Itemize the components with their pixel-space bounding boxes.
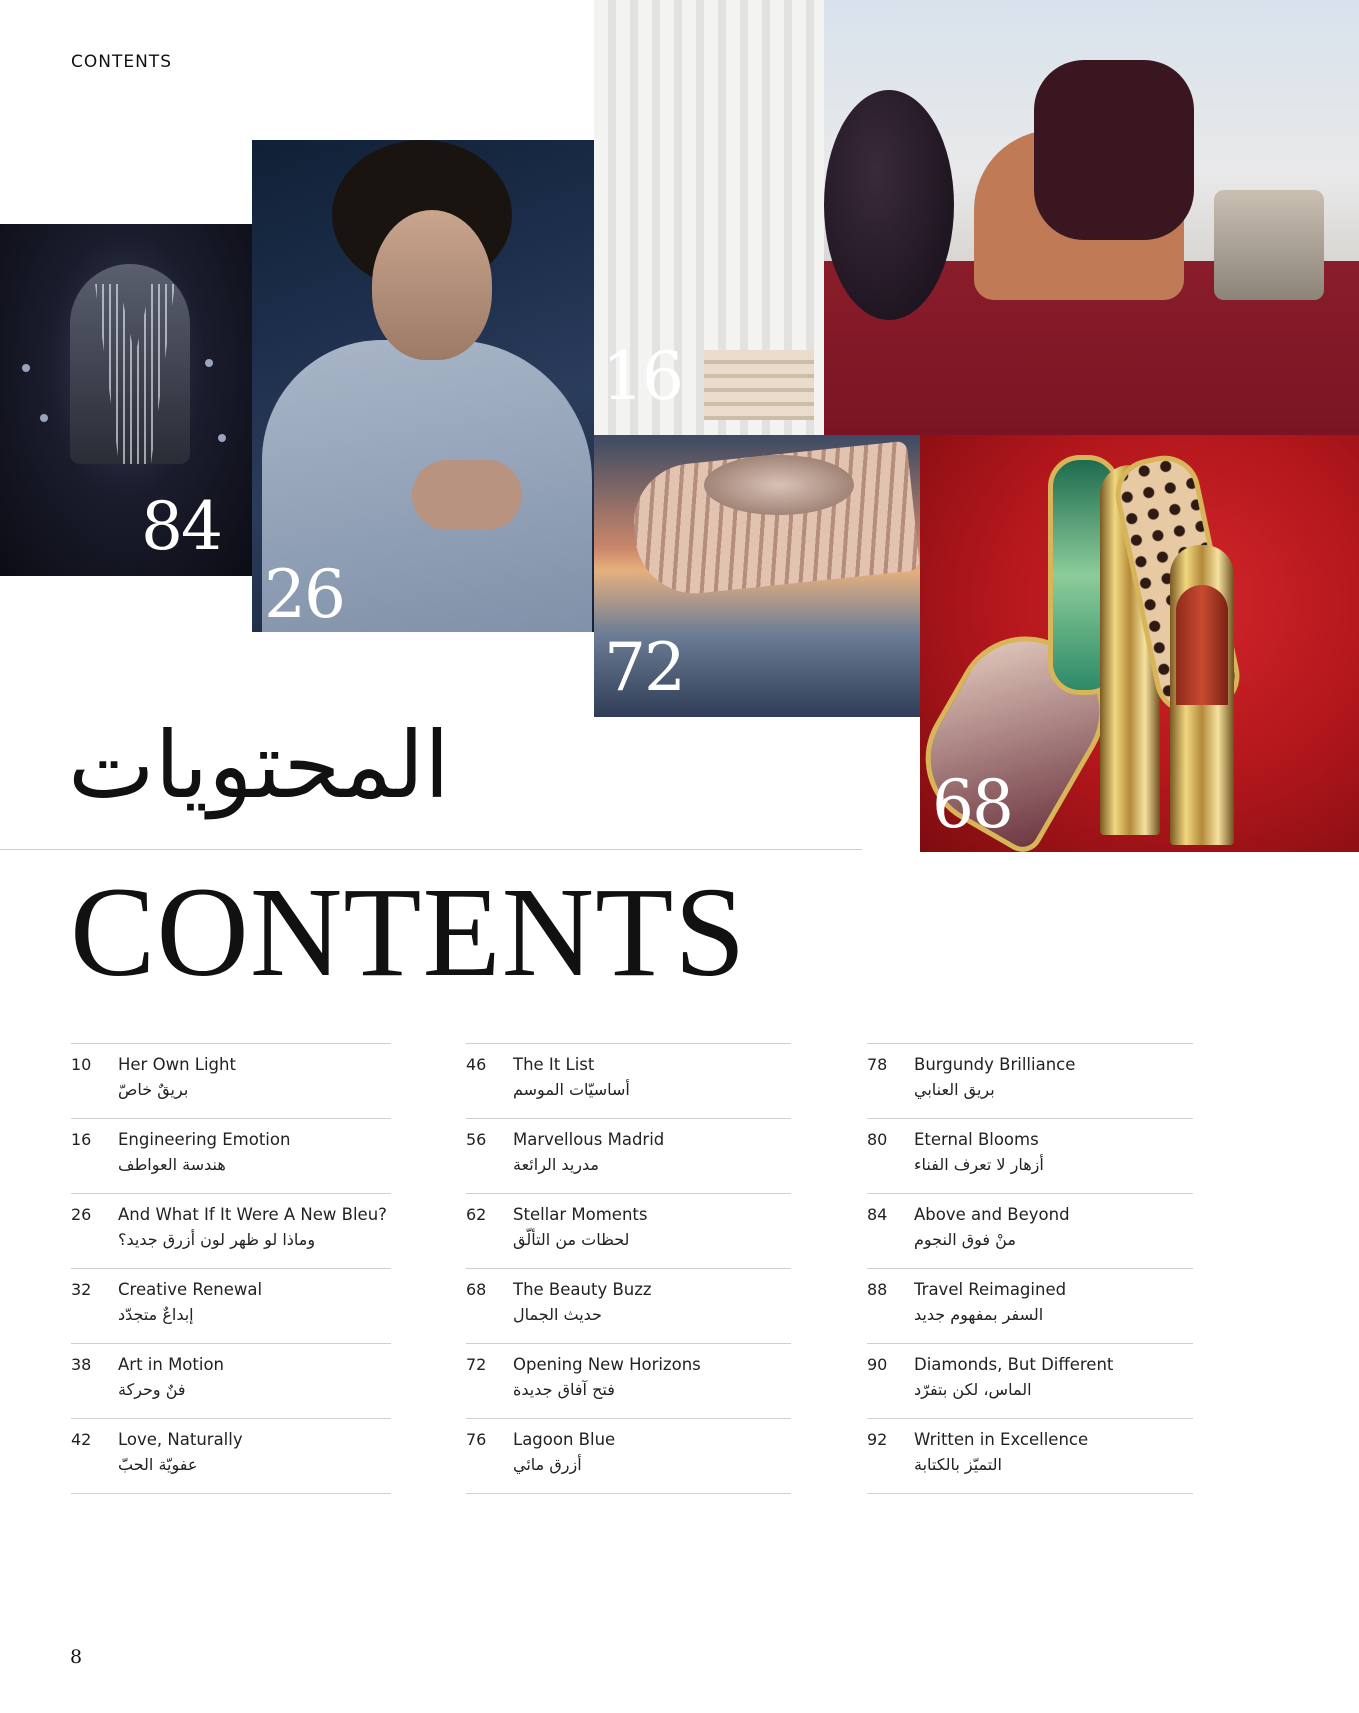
toc-entry[interactable] [867, 1193, 1193, 1268]
toc-entry[interactable] [867, 1343, 1193, 1418]
toc-title-en: Engineering Emotion [118, 1130, 291, 1149]
toc-entry[interactable] [71, 1418, 391, 1494]
toc-title-ar: وماذا لو ظهر لون أزرق جديد؟ [118, 1230, 316, 1249]
toc-entry[interactable] [466, 1268, 791, 1343]
bokeh-light [205, 359, 213, 367]
toc-page-number: 84 [867, 1205, 888, 1224]
toc-page-number: 56 [466, 1130, 487, 1149]
toc-entry[interactable] [466, 1193, 791, 1268]
bokeh-light [22, 364, 30, 372]
toc-title-en: The Beauty Buzz [513, 1280, 652, 1299]
toc-column-1 [71, 1043, 391, 1494]
toc-page-number: 38 [71, 1355, 92, 1374]
toc-title-ar: لحظات من التألّق [513, 1230, 630, 1249]
toc-entry[interactable] [71, 1193, 391, 1268]
toc-title-en: Art in Motion [118, 1355, 225, 1374]
hand-shape [412, 460, 522, 530]
toc-page-number: 76 [466, 1430, 487, 1449]
toc-title-en: Love, Naturally [118, 1430, 243, 1449]
toc-entry[interactable] [867, 1118, 1193, 1193]
toc-title-en: Stellar Moments [513, 1205, 648, 1224]
toc-title-ar: أساسيّات الموسم [513, 1080, 630, 1099]
toc-page-number: 72 [466, 1355, 487, 1374]
toc-page-number: 16 [71, 1130, 92, 1149]
toc-entry[interactable] [466, 1343, 791, 1418]
toc-entry[interactable] [867, 1418, 1193, 1494]
toc-page-number: 88 [867, 1280, 888, 1299]
toc-page-number: 92 [867, 1430, 888, 1449]
photo-page-number: 72 [604, 629, 684, 706]
toc-page-number: 46 [466, 1055, 487, 1074]
toc-title-ar: السفر بمفهوم جديد [914, 1305, 1044, 1324]
toc-page-number: 10 [71, 1055, 92, 1074]
toc-title-ar: مدريد الرائعة [513, 1155, 599, 1174]
face-shape [372, 210, 492, 360]
side-table-shape [1214, 190, 1324, 300]
toc-title-ar: هندسة العواطف [118, 1155, 226, 1174]
bokeh-light [40, 414, 48, 422]
toc-entry[interactable] [71, 1118, 391, 1193]
toc-page-number: 26 [71, 1205, 92, 1224]
toc-title-ar: أزهار لا تعرف الفناء [914, 1155, 1044, 1174]
toc-title-en: Eternal Blooms [914, 1130, 1039, 1149]
lipstick-bullet [1176, 585, 1228, 705]
toc-title-ar: فنٌ وحركة [118, 1380, 186, 1399]
toc-entry[interactable] [466, 1118, 791, 1193]
toc-title-ar: الماس، لكن بتفرّد [914, 1380, 1032, 1399]
photo-interior[interactable] [594, 0, 1359, 435]
toc-title-en: Opening New Horizons [513, 1355, 701, 1374]
books-shape [704, 350, 814, 420]
toc-page-number: 62 [466, 1205, 487, 1224]
toc-entry[interactable] [71, 1268, 391, 1343]
woman-shape [1034, 60, 1194, 240]
toc-entry[interactable] [71, 1043, 391, 1118]
photo-necklace[interactable] [0, 224, 252, 576]
toc-title-en: Above and Beyond [914, 1205, 1070, 1224]
photo-page-number: 68 [932, 766, 1012, 843]
toc-title-en: Burgundy Brilliance [914, 1055, 1076, 1074]
arabic-title: المحتويات [68, 712, 450, 819]
toc-column-2 [466, 1043, 791, 1494]
toc-title-ar: حديث الجمال [513, 1305, 602, 1324]
toc-page-number: 90 [867, 1355, 888, 1374]
toc-title-en: Marvellous Madrid [513, 1130, 665, 1149]
toc-page-number: 78 [867, 1055, 888, 1074]
photo-man[interactable] [252, 140, 594, 632]
toc-page-number: 68 [466, 1280, 487, 1299]
toc-title-en: Written in Excellence [914, 1430, 1089, 1449]
toc-title-en: Diamonds, But Different [914, 1355, 1114, 1374]
toc-entry[interactable] [466, 1043, 791, 1118]
toc-page-number: 42 [71, 1430, 92, 1449]
photo-watch[interactable] [594, 435, 920, 717]
toc-title-ar: أزرق مائي [513, 1455, 582, 1474]
title-divider [0, 849, 862, 850]
toc-page-number: 80 [867, 1130, 888, 1149]
bokeh-light [218, 434, 226, 442]
toc-title-en: And What If It Were A New Bleu? [118, 1205, 387, 1224]
toc-title-en: Creative Renewal [118, 1280, 263, 1299]
toc-title-en: The It List [513, 1055, 595, 1074]
section-label: CONTENTS [71, 52, 172, 72]
toc-column-3 [867, 1043, 1193, 1494]
toc-entry[interactable] [867, 1268, 1193, 1343]
toc-entry[interactable] [71, 1343, 391, 1418]
page-title: CONTENTS [70, 861, 747, 1003]
toc-title-ar: فتح آفاق جديدة [513, 1380, 615, 1399]
photo-page-number: 84 [141, 488, 221, 565]
toc-title-ar: التميّز بالكتابة [914, 1455, 1002, 1474]
toc-title-ar: بريق العنابي [914, 1080, 995, 1099]
toc-title-ar: إبداعٌ متجدّد [118, 1305, 194, 1324]
folio-page-number: 8 [70, 1646, 83, 1668]
toc-title-en: Her Own Light [118, 1055, 236, 1074]
toc-title-ar: عفويّة الحبّ [118, 1455, 198, 1474]
speaker-shape [824, 90, 954, 320]
photo-page-number: 16 [602, 338, 682, 415]
toc-title-ar: منْ فوق النجوم [914, 1230, 1016, 1249]
toc-page-number: 32 [71, 1280, 92, 1299]
watch-dial-shape [704, 455, 854, 515]
toc-title-en: Travel Reimagined [914, 1280, 1067, 1299]
toc-entry[interactable] [466, 1418, 791, 1494]
photo-page-number: 26 [264, 556, 344, 632]
toc-title-ar: بريقٌ خاصّ [118, 1080, 189, 1099]
toc-entry[interactable] [867, 1043, 1193, 1118]
photo-lipstick[interactable] [920, 435, 1359, 852]
toc-title-en: Lagoon Blue [513, 1430, 616, 1449]
